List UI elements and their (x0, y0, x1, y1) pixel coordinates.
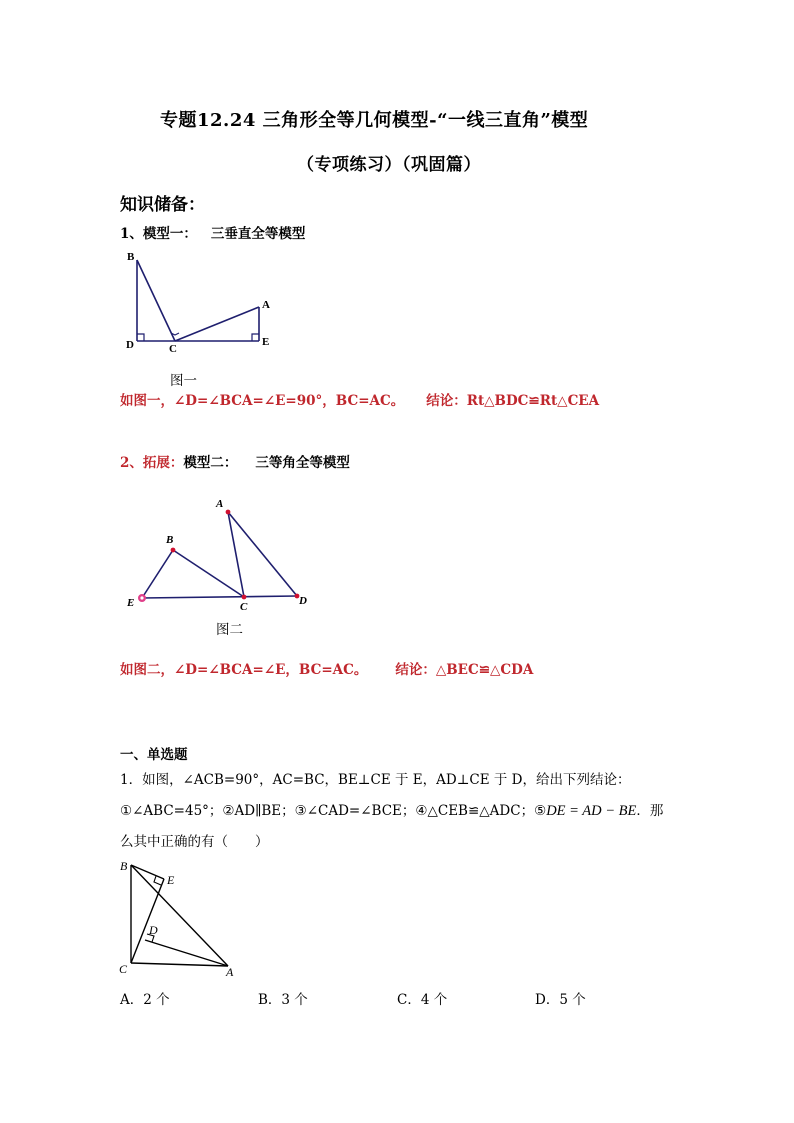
figure2-caption: 图二 (216, 622, 243, 638)
segment-ca (131, 963, 228, 966)
question1-diagram (116, 855, 246, 980)
point-label-e: E (167, 873, 175, 887)
model2-conclusion: △BEC≌△CDA (435, 662, 534, 678)
segment-bc (173, 550, 244, 597)
point-label-a: A (216, 498, 224, 510)
model1-heading (120, 222, 305, 242)
model2-name: 三等角全等模型 (255, 455, 350, 471)
segment-ca (228, 512, 244, 597)
section-heading: 一、单选题 (120, 747, 188, 763)
option-d[interactable]: D．5 个 (535, 992, 586, 1008)
model2-label: 模型二： (183, 455, 238, 471)
model2-conclusion-label: 结论： (395, 662, 436, 678)
point-label-d: D (126, 339, 134, 351)
model1-conclusion: Rt△BDC≌Rt△CEA (466, 393, 600, 409)
question1-line2-end: ．那 (636, 803, 664, 819)
point-b-marker (171, 548, 176, 553)
knowledge-heading: 知识储备： (120, 195, 205, 215)
page-title: 专题12.24 三角形全等几何模型-“一线三直角”模型 (160, 110, 589, 131)
point-e-marker-center (140, 596, 143, 599)
model2-number: 2、拓展： (120, 455, 184, 471)
question1-line1: 1．如图，∠ACB=90°，AC=BC，BE⊥CE 于 E，AD⊥CE 于 D，给出下列结论： (120, 772, 631, 788)
point-label-b: B (120, 859, 128, 873)
point-label-e: E (262, 336, 270, 348)
point-label-a: A (262, 299, 270, 311)
point-label-b: B (166, 534, 174, 546)
point-c-marker (242, 595, 247, 600)
segment-bc (137, 260, 175, 341)
segment-ad (228, 512, 297, 596)
model2-condition: 如图二，∠D=∠BCA=∠E，BC=AC。 (120, 662, 368, 678)
model1-conclusion-label: 结论： (426, 393, 467, 409)
figure1-caption: 图一 (170, 373, 197, 389)
right-angle-mark-d (137, 334, 144, 341)
figure1-diagram (118, 248, 288, 358)
model2-heading (120, 451, 350, 471)
model1-condition: 如图一，∠D=∠BCA=∠E=90°，BC=AC。 (120, 393, 405, 409)
point-a-marker (226, 510, 231, 515)
segment-ce (131, 879, 164, 963)
point-label-b: B (127, 251, 135, 263)
right-angle-mark-e (252, 334, 259, 341)
model1-name: 三垂直全等模型 (210, 226, 306, 242)
point-label-c: C (240, 601, 248, 613)
model1-condition-line (120, 389, 599, 409)
point-label-d: D (299, 595, 307, 607)
point-label-c: C (119, 962, 128, 976)
segment-eb (142, 550, 173, 598)
segment-be (131, 865, 164, 879)
option-a[interactable]: A．2 个 (120, 992, 170, 1008)
option-c[interactable]: C．4 个 (397, 992, 448, 1008)
page-subtitle: （专项练习）（巩固篇） (297, 155, 481, 175)
question1-line2 (120, 799, 663, 820)
segment-ca (175, 307, 259, 341)
question1-statements: ①∠ABC=45°；②AD∥BE；③∠CAD=∠BCE；④△CEB≌△ADC；⑤ (120, 803, 547, 819)
point-label-a: A (226, 965, 234, 979)
question1-formula: DE = AD − BE (546, 803, 637, 819)
option-b[interactable]: B．3 个 (258, 992, 308, 1008)
figure2-diagram (118, 492, 318, 617)
segment-ed (142, 596, 297, 598)
model1-number: 1、模型一： (120, 226, 197, 242)
point-label-d: D (149, 923, 158, 937)
question1-line3: 么其中正确的有（ ） (120, 834, 269, 850)
point-label-c: C (169, 343, 177, 355)
model2-condition-line (120, 658, 533, 678)
point-label-e: E (127, 597, 135, 609)
